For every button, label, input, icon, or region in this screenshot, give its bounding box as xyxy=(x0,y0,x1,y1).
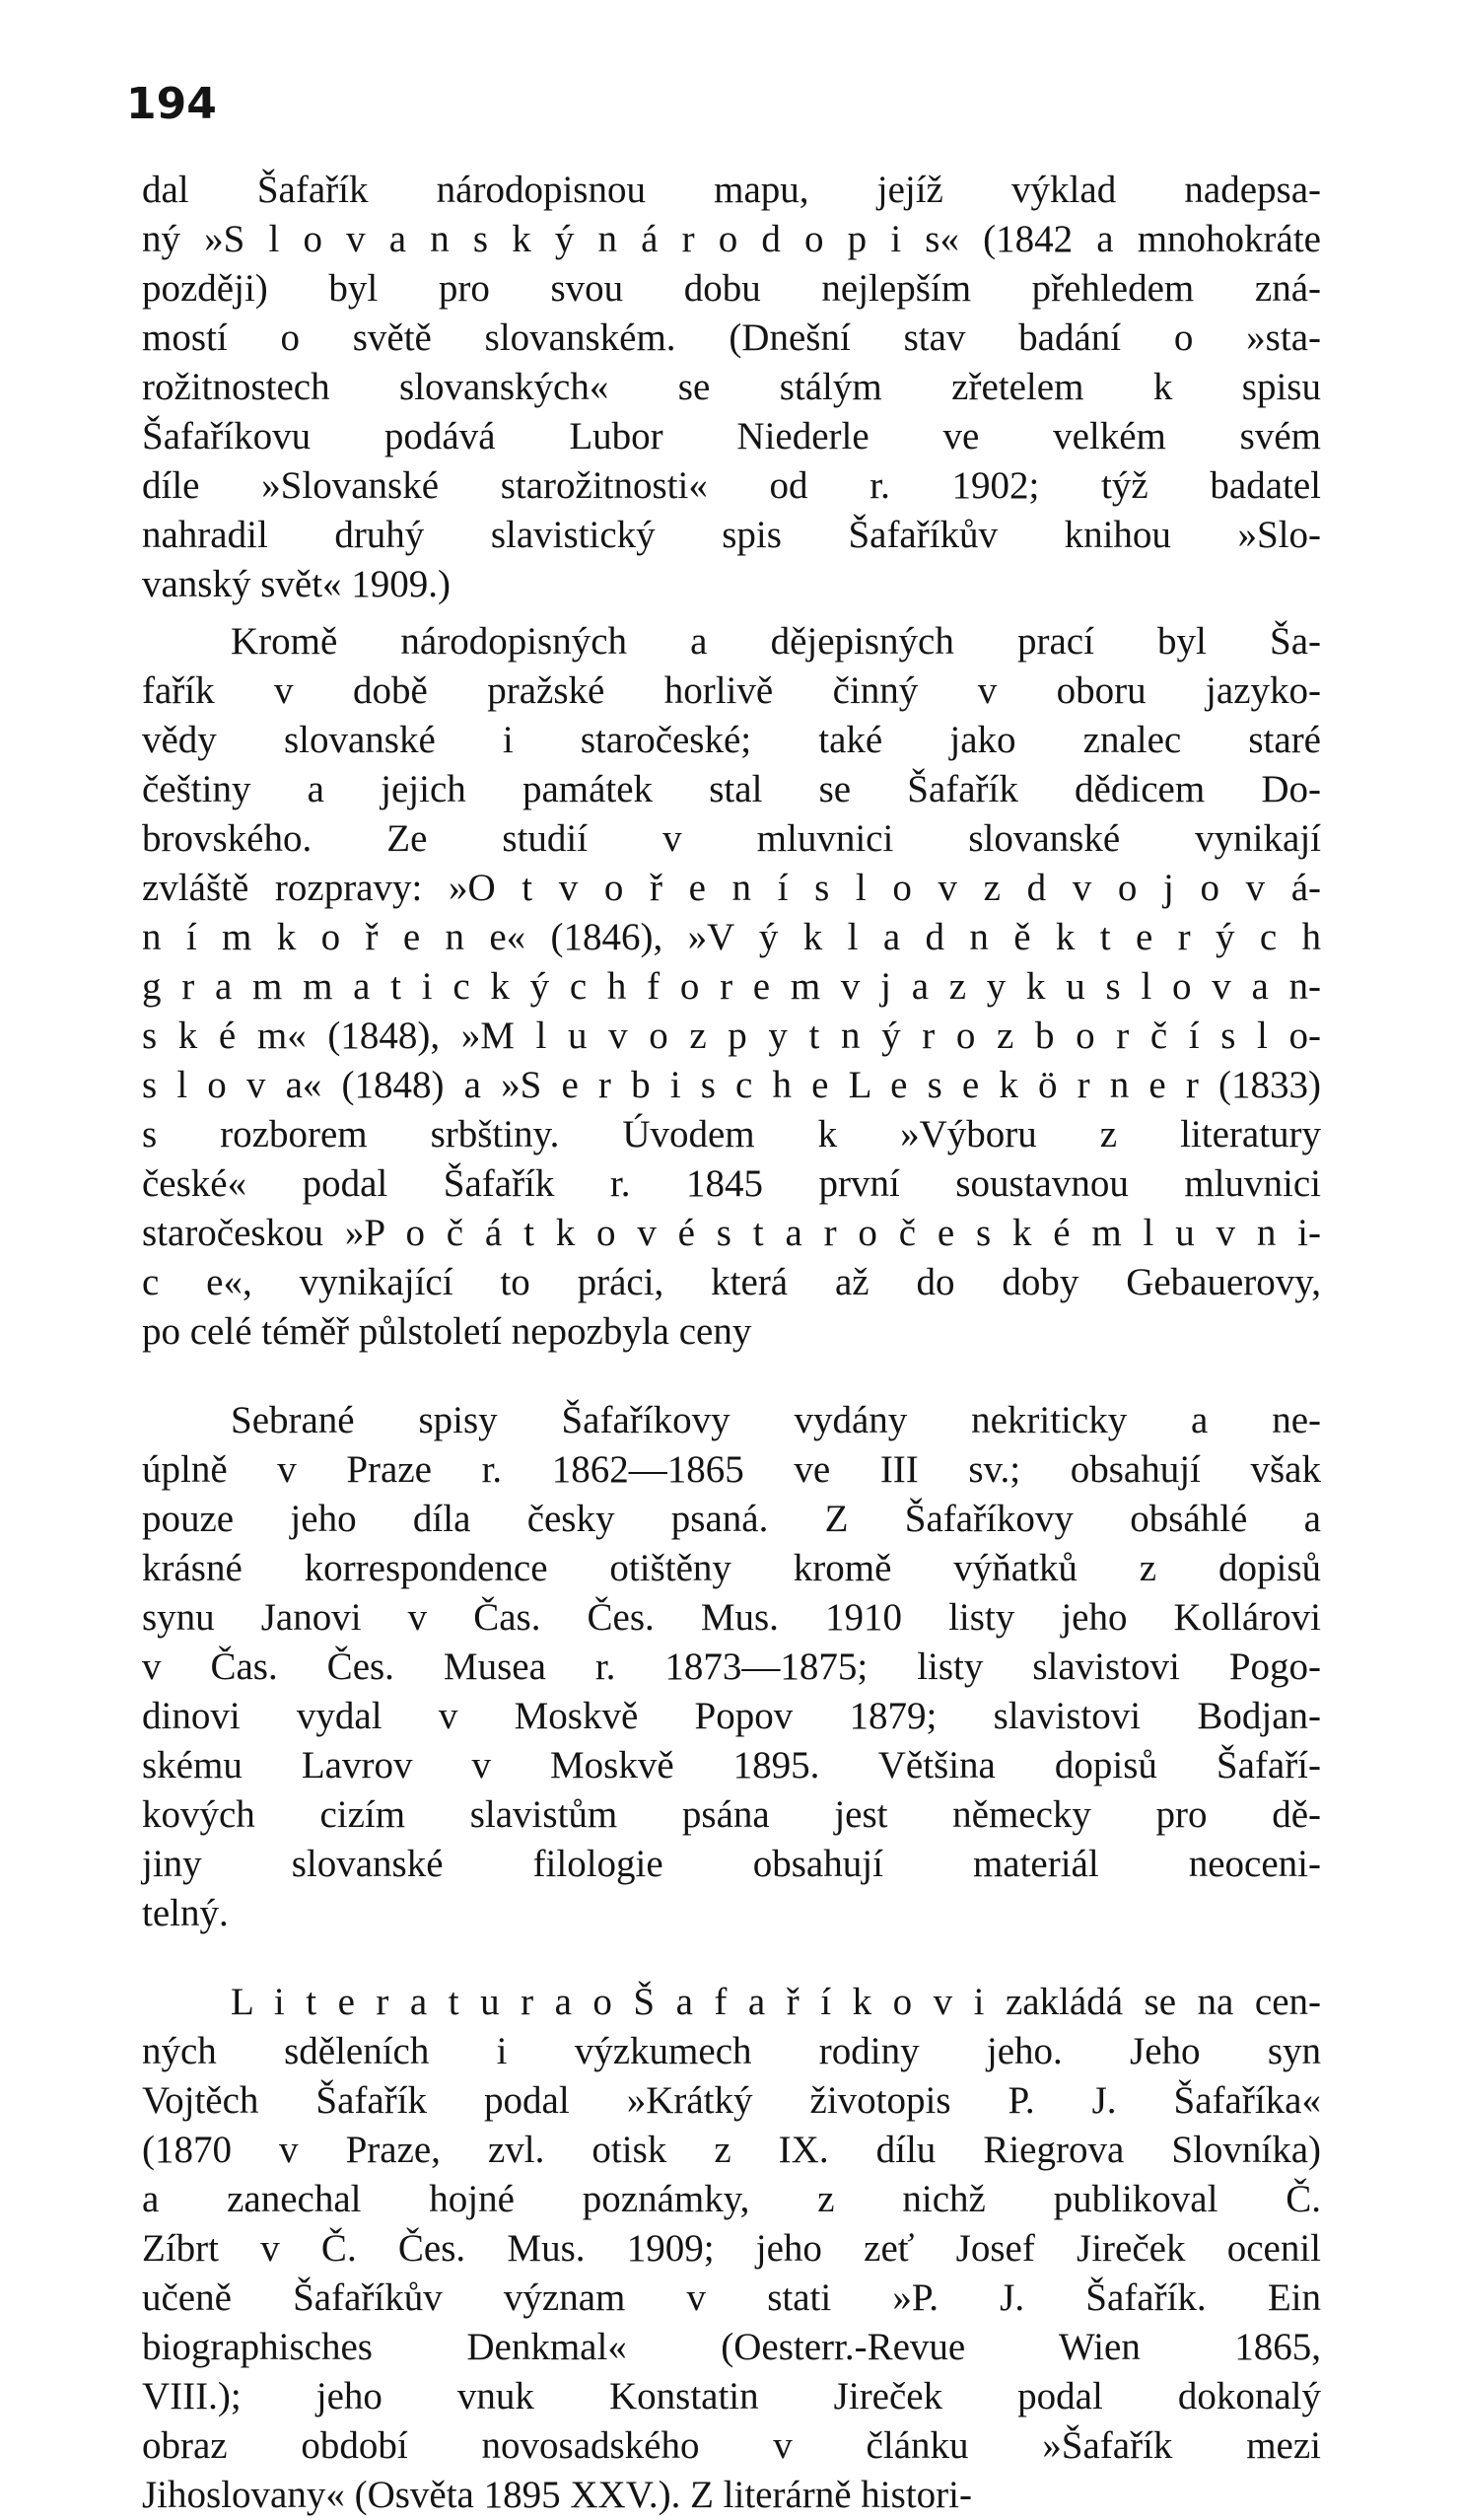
text-line: vědy slovanské i staročeské; také jako znalec staré xyxy=(142,719,1321,761)
text-line: obraz období novosadského v článku »Šafařík mezi xyxy=(142,2424,1321,2467)
text-line: Vojtěch Šafařík podal »Krátký životopis P. J. Šafaříka« xyxy=(142,2079,1321,2122)
text-line: s rozborem srbštiny. Úvodem k »Výboru z literatury xyxy=(142,1113,1321,1155)
text-line: později) byl pro svou dobu nejlepším přehledem zná- xyxy=(142,267,1321,310)
text-line: ných sděleních i výzkumech rodiny jeho. Jeho syn xyxy=(142,2030,1321,2072)
text-line: Sebrané spisy Šafaříkovy vydány nekriticky a ne- xyxy=(231,1399,1321,1441)
text-line: biographisches Denkmal« (Oesterr.-Revue Wien 1865, xyxy=(142,2326,1321,2368)
text-line: Zíbrt v Č. Čes. Mus. 1909; jeho zeť Josef Jireček ocenil xyxy=(142,2227,1321,2270)
text-line: zvláště rozpravy: »O t v o ř e n í s l o v z d v o j o v á- xyxy=(142,867,1321,909)
text-line: díle »Slovanské starožitnosti« od r. 1902; týž badatel xyxy=(142,464,1321,507)
text-line: české« podal Šafařík r. 1845 první soustavnou mluvnici xyxy=(142,1162,1321,1205)
text-line: dal Šafařík národopisnou mapu, jejíž výklad nadepsa- xyxy=(142,169,1321,211)
text-line: synu Janovi v Čas. Čes. Mus. 1910 listy jeho Kollárovi xyxy=(142,1596,1321,1639)
text-line: Jihoslovany« (Osvěta 1895 XXV.). Z literárně histori- xyxy=(142,2474,972,2516)
text-line: s k é m« (1848), »M l u v o z p y t n ý r o z b o r č í s l o- xyxy=(142,1015,1321,1057)
text-line: češtiny a jejich památek stal se Šafařík dědicem Do- xyxy=(142,768,1321,810)
text-line: s l o v a« (1848) a »S e r b i s c h e L e s e k ö r n e r (1833) xyxy=(142,1064,1321,1106)
text-line: nahradil druhý slavistický spis Šafaříkův knihou »Slo- xyxy=(142,514,1321,556)
text-line: skému Lavrov v Moskvě 1895. Většina dopisů Šafaří- xyxy=(142,1744,1321,1786)
text-line: c e«, vynikající to práci, která až do doby Gebauerovy, xyxy=(142,1261,1321,1303)
text-line: ný »S l o v a n s k ý n á r o d o p i s« (1842 a mnohokráte xyxy=(142,218,1321,260)
text-line: po celé téměř půlstoletí nepozbyla ceny xyxy=(142,1310,752,1353)
text-line: brovského. Ze studií v mluvnici slovanské vynikají xyxy=(142,817,1321,860)
text-line: (1870 v Praze, zvl. otisk z IX. dílu Riegrova Slovníka) xyxy=(142,2129,1321,2171)
paragraph xyxy=(142,617,1321,1357)
text-line: pouze jeho díla česky psaná. Z Šafaříkovy obsáhlé a xyxy=(142,1498,1321,1540)
text-line: kových cizím slavistům psána jest německy pro dě- xyxy=(142,1793,1321,1836)
paragraph xyxy=(142,1396,1321,1938)
text-line: dinovi vydal v Moskvě Popov 1879; slavistovi Bodjan- xyxy=(142,1695,1321,1737)
text-line: fařík v době pražské horlivě činný v oboru jazyko- xyxy=(142,669,1321,712)
paragraph xyxy=(142,166,1321,609)
paragraph xyxy=(142,1978,1321,2520)
text-line: VIII.); jeho vnuk Konstatin Jireček podal dokonalý xyxy=(142,2375,1321,2417)
text-line: a zanechal hojné poznámky, z nichž publikoval Č. xyxy=(142,2178,1321,2220)
text-line: Kromě národopisných a dějepisných prací byl Ša- xyxy=(231,620,1321,663)
text-line: Šafaříkovu podává Lubor Niederle ve velkém svém xyxy=(142,415,1321,457)
text-line: g r a m m a t i c k ý c h f o r e m v j a z y k u s l o v a n- xyxy=(142,965,1321,1008)
text-line: v Čas. Čes. Musea r. 1873—1875; listy slavistovi Pogo- xyxy=(142,1645,1321,1688)
text-line: rožitnostech slovanských« se stálým zřetelem k spisu xyxy=(142,366,1321,408)
text-line: krásné korrespondence otištěny kromě výňatků z dopisů xyxy=(142,1547,1321,1589)
text-line: učeně Šafaříkův význam v stati »P. J. Šafařík. Ein xyxy=(142,2276,1321,2319)
text-line: úplně v Praze r. 1862—1865 ve III sv.; obsahují však xyxy=(142,1448,1321,1491)
text-line: L i t e r a t u r a o Š a f a ř í k o v i zakládá se na cen- xyxy=(231,1981,1321,2023)
text-line: mostí o světě slovanském. (Dnešní stav badání o »sta- xyxy=(142,316,1321,359)
text-line: jiny slovanské filologie obsahují materiál neoceni- xyxy=(142,1843,1321,1885)
text-line: staročeskou »P o č á t k o v é s t a r o č e s k é m l u v n i- xyxy=(142,1212,1321,1254)
text-line: n í m k o ř e n e« (1846), »V ý k l a d n ě k t e r ý c h xyxy=(142,916,1321,958)
text-line: vanský svět« 1909.) xyxy=(142,563,452,605)
text-line: telný. xyxy=(142,1892,229,1934)
page-number: 194 xyxy=(126,79,217,129)
text-block xyxy=(142,166,1321,2520)
